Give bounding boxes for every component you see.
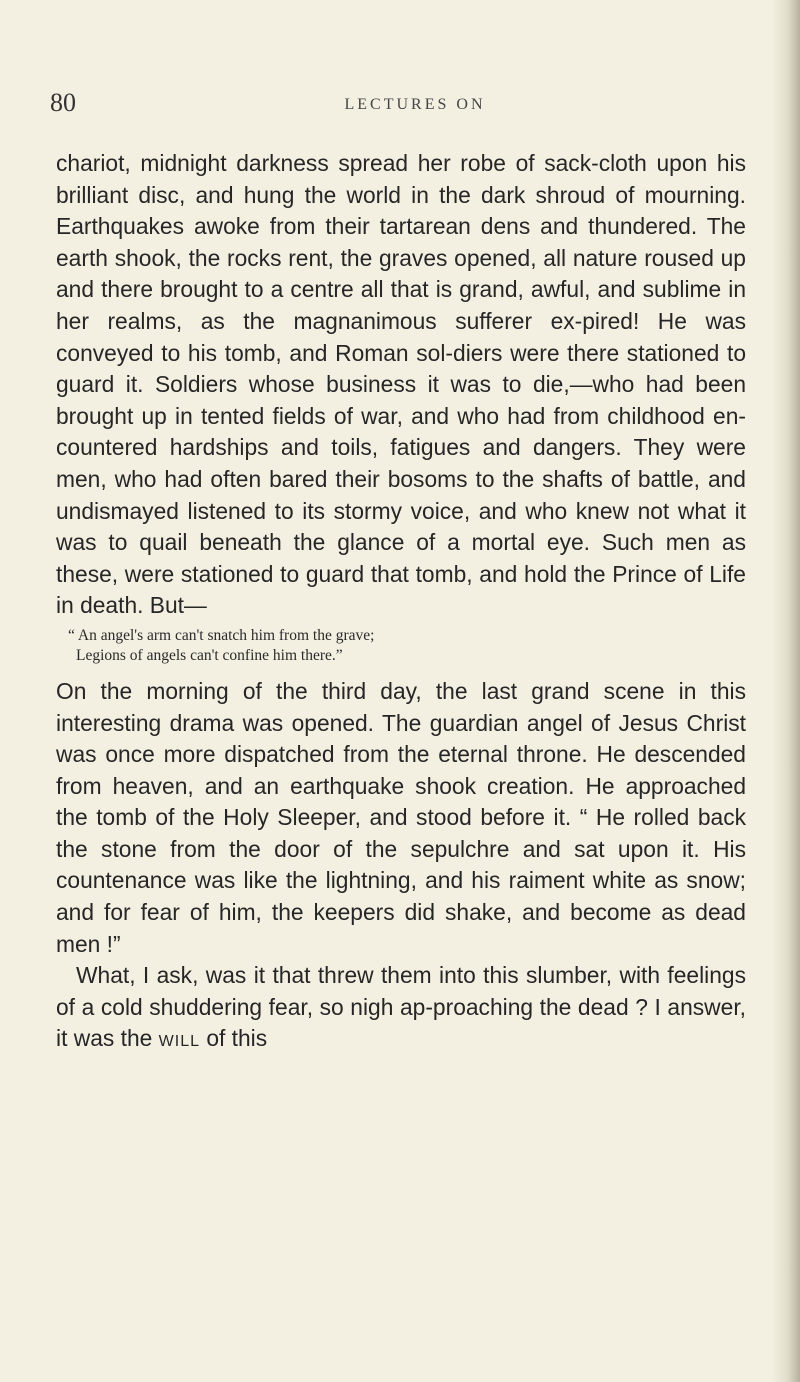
page-edge-shadow — [772, 0, 800, 1382]
verse-line-1: “ An angel's arm can't snatch him from the grave; — [68, 626, 375, 644]
small-caps-will: will — [158, 1025, 200, 1052]
paragraph-1: chariot, midnight darkness spread her robe of sack-cloth upon his brilliant disc, and hung the world in the dark shroud of mourning. Earthquakes awoke from their tartarean dens and thundered. The earth shook, the rocks rent, the graves opened, all nature roused up and there brought to a centre all that is grand, awful, and sublime in her realms, as the magnanimous sufferer ex-pired! He was conveyed to his tomb, and Roman sol-diers were there stationed to guard it. Soldiers whose business it was to die,—who had been brought up in tented fields of war, and who had from childhood en-countered hardships and toils, fatigues and dangers. They were men, who had often bared their bosoms to the shafts of battle, and undismayed listened to its stormy voice, and who knew not what it was to quail beneath the glance of a mortal eye. Such men as these, were stationed to guard that tomb, and hold the Prince of Life in death. But— — [56, 150, 746, 619]
paragraph-3 — [56, 960, 746, 1055]
running-head: LECTURES ON — [344, 96, 486, 113]
verse-line-2: Legions of angels can't confine him there.” — [76, 646, 343, 664]
paragraph-2: On the morning of the third day, the last grand scene in this interesting drama was opened. The guardian angel of Jesus Christ was once more dispatched from the eternal throne. He descended from heaven, and an earthquake shook creation. He approached the tomb of the Holy Sleeper, and stood before it. “ He rolled back the stone from the door of the sepulchre and sat upon it. His countenance was like the lightning, and his raiment white as snow; and for fear of him, the keepers did shake, and become as dead men !” — [56, 677, 746, 957]
page-number: 80 — [50, 88, 76, 117]
verse-quote — [56, 626, 746, 666]
paragraph-3-text: What, I ask, was it that threw them into this slumber, with feelings of a cold shuddering fear, so nigh ap-proaching the dead ? I answer, it was the — [56, 962, 746, 1052]
paragraph-3-end: of this — [206, 1025, 268, 1052]
page-body — [56, 148, 746, 1055]
